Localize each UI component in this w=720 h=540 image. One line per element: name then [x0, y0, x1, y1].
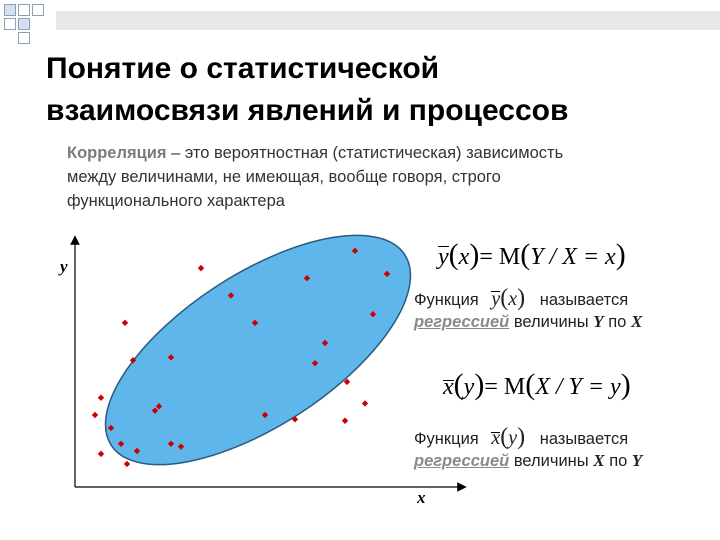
- data-point: [122, 320, 128, 326]
- desc-func-y: [491, 288, 500, 310]
- formula-y-condition: Y / X = x: [530, 244, 616, 270]
- desc-term-regression: регрессией: [414, 313, 510, 331]
- formula-y-var: y: [438, 244, 449, 270]
- desc-func-arg: x: [508, 288, 518, 310]
- definition-line-2: между величинами, не имеющая, вообще говоря, строго: [67, 168, 501, 186]
- definition-line-3: функционального характера: [67, 192, 285, 210]
- data-point: [98, 395, 104, 401]
- regression-formula-x: x (y)= M(X / Y = y): [443, 368, 631, 401]
- desc-word-called: называется: [539, 430, 629, 448]
- regression-desc-x-line1: Функция x (y) называется: [414, 424, 629, 450]
- data-point: [124, 461, 130, 467]
- bar-mark: [491, 291, 500, 292]
- desc-term-regression: регрессией: [414, 452, 510, 470]
- formula-x-condition: X / Y = y: [535, 374, 621, 400]
- title-line-2: взаимосвязи явлений и процессов: [46, 94, 569, 127]
- desc-word-values: величины: [513, 452, 589, 470]
- desc-word-function: Функция: [414, 430, 479, 448]
- desc-var-b: Y: [631, 451, 643, 470]
- desc-word-values: величины: [513, 313, 589, 331]
- formula-x-rhs: = M: [484, 374, 526, 400]
- desc-func-x: [491, 427, 500, 449]
- data-point: [362, 400, 368, 406]
- y-axis-label: y: [60, 257, 68, 276]
- desc-word-po: по: [609, 452, 628, 470]
- data-point: [98, 451, 104, 457]
- formula-y-rhs: = M: [479, 244, 521, 270]
- desc-var-b: X: [630, 312, 643, 331]
- desc-var-a: X: [593, 451, 605, 470]
- data-point: [342, 418, 348, 424]
- desc-func-var: x: [491, 427, 501, 449]
- desc-func-arg: y: [508, 427, 518, 449]
- formula-x-bar-var: [443, 374, 454, 400]
- formula-x-arg: y: [463, 374, 475, 400]
- desc-func-var: y: [491, 288, 501, 310]
- data-point: [198, 265, 204, 271]
- data-point: [92, 412, 98, 418]
- regression-desc-x-line2: [414, 451, 642, 471]
- bar-mark: [443, 380, 454, 381]
- desc-word-called: называется: [539, 291, 629, 309]
- definition-line-1-text: – это вероятностная (статистическая) зависимость: [166, 144, 564, 162]
- x-axis-label: x: [417, 488, 426, 507]
- regression-desc-y-line1: Функция y (x) называется: [414, 285, 629, 311]
- correlation-ellipse: [70, 191, 446, 509]
- formula-x-var: x: [443, 374, 454, 400]
- formula-y-bar-var: [438, 244, 449, 270]
- title-line-1: Понятие о статистической: [46, 52, 440, 85]
- regression-desc-y-line2: [414, 312, 642, 332]
- definition-term: Корреляция: [67, 144, 167, 162]
- bar-mark: [491, 432, 500, 433]
- regression-formula-y: y (x)= M(Y / X = x): [438, 238, 626, 271]
- desc-word-po: по: [608, 313, 627, 331]
- formula-y-arg: x: [458, 244, 470, 270]
- bar-mark: [438, 246, 449, 247]
- desc-var-a: Y: [593, 312, 604, 331]
- desc-word-function: Функция: [414, 291, 479, 309]
